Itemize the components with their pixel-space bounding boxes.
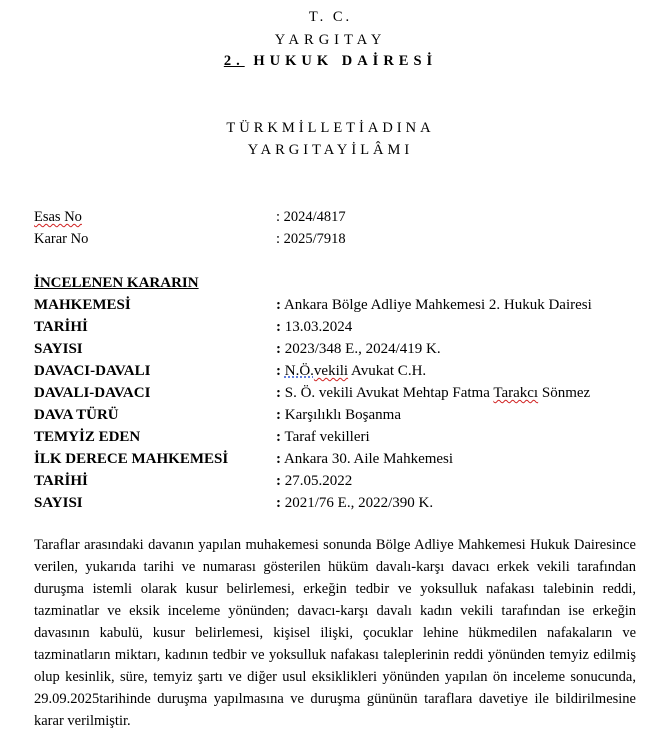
karar-value: : 2025/7918 xyxy=(276,231,346,247)
detail-value-prefix: N.Ö. xyxy=(284,363,314,379)
title-line-1: TÜRKMİLLETİADINA xyxy=(226,120,435,136)
detail-value: Ankara Bölge Adliye Mahkemesi 2. Hukuk Dairesi xyxy=(283,297,592,313)
detail-value: 13.03.2024 xyxy=(284,319,353,335)
header-chamber xyxy=(0,53,661,70)
detail-value: Karşılıklı Boşanma xyxy=(284,407,401,423)
detail-row-tarihi: TARİHİ : 13.03.2024 xyxy=(34,316,634,338)
detail-value: Taraf vekilleri xyxy=(284,429,370,445)
title-line-2: YARGITAYİLÂMI xyxy=(247,142,414,158)
header-country: T. C. xyxy=(308,9,353,25)
detail-value-marked: vekili xyxy=(313,363,349,379)
detail-label: SAYISI xyxy=(34,495,83,511)
detail-value: Ankara 30. Aile Mahkemesi xyxy=(283,451,454,467)
detail-label: MAHKEMESİ xyxy=(34,297,131,313)
detail-row-mahkemesi: MAHKEMESİ : Ankara Bölge Adliye Mahkemesi 2. Hukuk Dairesi xyxy=(34,294,634,316)
body-paragraph: Taraflar arasındaki davanın yapılan muhakemesi sonunda Bölge Adliye Mahkemesi Hukuk Dairesince verilen, yukarıda tarihi ve numarası gösterilen hüküm davalı-karşı davacı erkek vekili tarafından duruşma istemli olarak kusur belirlemesi, erkeğin tedbir ve yoksulluk nafakası talebinin reddi, tazminatlar ve eksik inceleme yönünden; davacı-karşı davalı kadın vekili tarafından ise erkeğin davasının kabulü, kusur belirlemesi, kişisel ilişki, çocuklar lehine hükmedilen nafakaların ve tazminatların miktarı, kadının tedbir ve yoksulluk nafakası taleplerinin reddi yönünden temyiz edilmiş olup kesinlik, süre, temyiz şartı ve diğer usul eksiklikleri yönünden yapılan ön inceleme sonucunda, 29.09.2025tarihinde duruşma yapılmasına ve duruşma gününün taraflara davetiye ile bildirilmesine karar verilmiştir. xyxy=(34,537,636,729)
esas-row xyxy=(34,206,634,228)
detail-row-dava-turu: DAVA TÜRÜ : Karşılıklı Boşanma xyxy=(34,404,634,426)
detail-value: 2023/348 E., 2024/419 K. xyxy=(284,341,441,357)
chamber-number: 2. xyxy=(223,53,245,69)
detail-value-suffix: Avukat C.H. xyxy=(348,363,427,379)
header-court: YARGITAY xyxy=(274,32,387,48)
esas-value: : 2024/4817 xyxy=(276,209,346,225)
karar-row xyxy=(34,228,634,250)
detail-label: İLK DERECE MAHKEMESİ xyxy=(34,451,229,467)
detail-label: TEMYİZ EDEN xyxy=(34,429,141,445)
detail-label: DAVA TÜRÜ xyxy=(34,407,119,423)
detail-row-ilk-derece: İLK DERECE MAHKEMESİ : Ankara 30. Aile Mahkemesi xyxy=(34,448,634,470)
detail-row-tarihi-2: TARİHİ : 27.05.2022 xyxy=(34,470,634,492)
detail-value-suffix: Sönmez xyxy=(538,385,591,401)
chamber-name: HUKUK DAİRESİ xyxy=(253,53,438,69)
detail-value-prefix: S. Ö. vekili Avukat Mehtap Fatma xyxy=(284,385,494,401)
detail-label: SAYISI xyxy=(34,341,83,357)
detail-value: 2021/76 E., 2022/390 K. xyxy=(284,495,434,511)
detail-label: DAVALI-DAVACI xyxy=(34,385,151,401)
karar-label: Karar No xyxy=(34,231,89,247)
detail-row-sayisi: SAYISI : 2023/348 E., 2024/419 K. xyxy=(34,338,634,360)
detail-label: DAVACI-DAVALI xyxy=(34,363,151,379)
detail-value-marked: Tarakcı xyxy=(493,385,539,401)
detail-row-sayisi-2: SAYISI : 2021/76 E., 2022/390 K. xyxy=(34,492,634,514)
detail-label: TARİHİ xyxy=(34,319,88,335)
detail-label: TARİHİ xyxy=(34,473,88,489)
detail-row-temyiz-eden: TEMYİZ EDEN : Taraf vekilleri xyxy=(34,426,634,448)
detail-row-davaci-davali: DAVACI-DAVALI : N.Ö.vekili Avukat C.H. xyxy=(34,360,634,382)
esas-label: Esas No xyxy=(34,209,82,225)
detail-row-davali-davaci: DAVALI-DAVACI : S. Ö. vekili Avukat Mehtap Fatma Tarakcı Sönmez xyxy=(34,382,634,404)
section-heading-row xyxy=(34,272,634,294)
detail-value: 27.05.2022 xyxy=(284,473,353,489)
section-heading: İNCELENEN KARARIN xyxy=(34,275,199,291)
